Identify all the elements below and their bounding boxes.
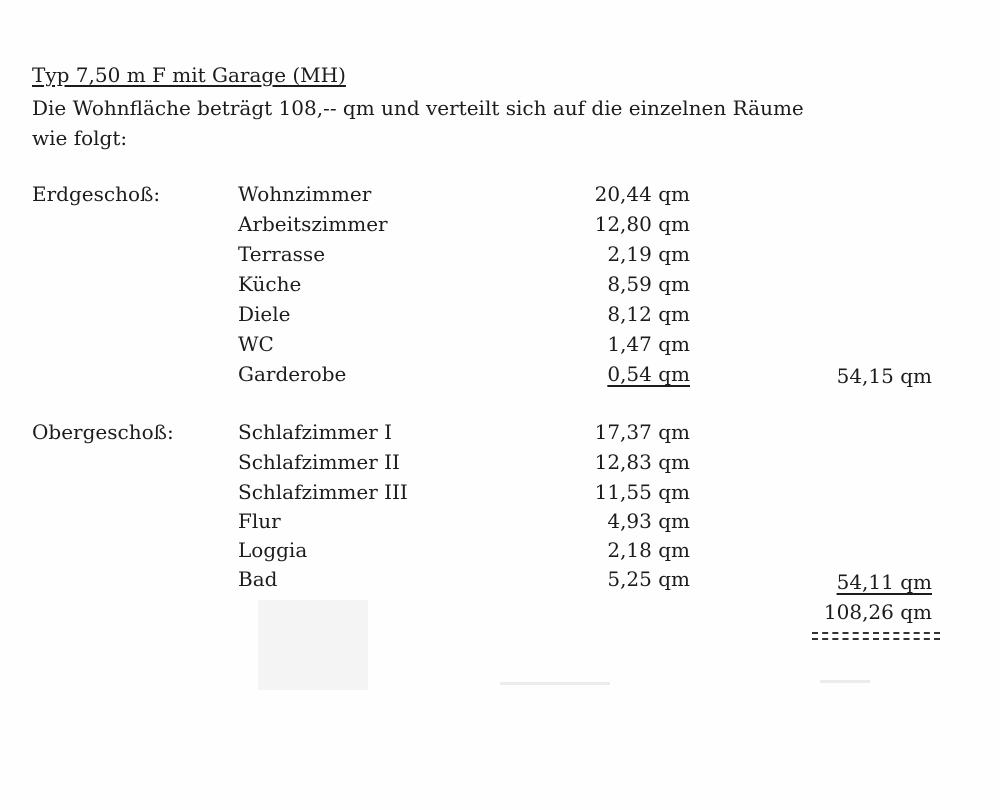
room-name: Arbeitszimmer bbox=[238, 212, 388, 236]
room-area: 12,80 qm bbox=[594, 212, 690, 236]
room-area: 8,59 qm bbox=[607, 272, 690, 296]
double-underline bbox=[812, 632, 940, 640]
room-name: Loggia bbox=[238, 538, 308, 562]
room-area: 11,55 qm bbox=[594, 480, 690, 504]
subtotal-erdgeschoss: 54,15 qm bbox=[836, 364, 932, 388]
scan-artifact bbox=[500, 682, 610, 685]
room-name: Bad bbox=[238, 567, 278, 591]
room-name: Terrasse bbox=[238, 242, 326, 266]
room-name: Flur bbox=[238, 509, 281, 533]
room-area: 12,83 qm bbox=[594, 450, 690, 474]
document-title: Typ 7,50 m F mit Garage (MH) bbox=[32, 63, 346, 87]
scan-artifact bbox=[258, 600, 368, 690]
room-name: Küche bbox=[238, 272, 302, 296]
room-name: Schlafzimmer II bbox=[238, 450, 400, 474]
room-name: Garderobe bbox=[238, 362, 347, 386]
intro-text bbox=[32, 93, 952, 153]
room-name: Wohnzimmer bbox=[238, 182, 372, 206]
room-area: 5,25 qm bbox=[607, 567, 690, 591]
room-area: 2,19 qm bbox=[607, 242, 690, 266]
intro-line: Die Wohnfläche beträgt 108,-- qm und verteilt sich auf die einzelnen Räume bbox=[32, 96, 804, 120]
floor-label-erdgeschoss: Erdgeschoß: bbox=[32, 182, 161, 206]
floor-label-obergeschoss: Obergeschoß: bbox=[32, 420, 174, 444]
room-area: 1,47 qm bbox=[607, 332, 690, 356]
room-area: 17,37 qm bbox=[594, 420, 690, 444]
intro-line: wie folgt: bbox=[32, 126, 128, 150]
scan-artifact bbox=[820, 680, 870, 683]
room-area: 4,93 qm bbox=[607, 509, 690, 533]
subtotal-obergeschoss: 54,11 qm bbox=[836, 570, 932, 594]
room-area: 8,12 qm bbox=[607, 302, 690, 326]
room-name: Schlafzimmer III bbox=[238, 480, 408, 504]
room-name: Diele bbox=[238, 302, 291, 326]
room-name: WC bbox=[238, 332, 274, 356]
room-area: 2,18 qm bbox=[607, 538, 690, 562]
total-area: 108,26 qm bbox=[823, 600, 932, 624]
room-area: 20,44 qm bbox=[594, 182, 690, 206]
room-name: Schlafzimmer I bbox=[238, 420, 393, 444]
room-area: 0,54 qm bbox=[607, 362, 690, 386]
